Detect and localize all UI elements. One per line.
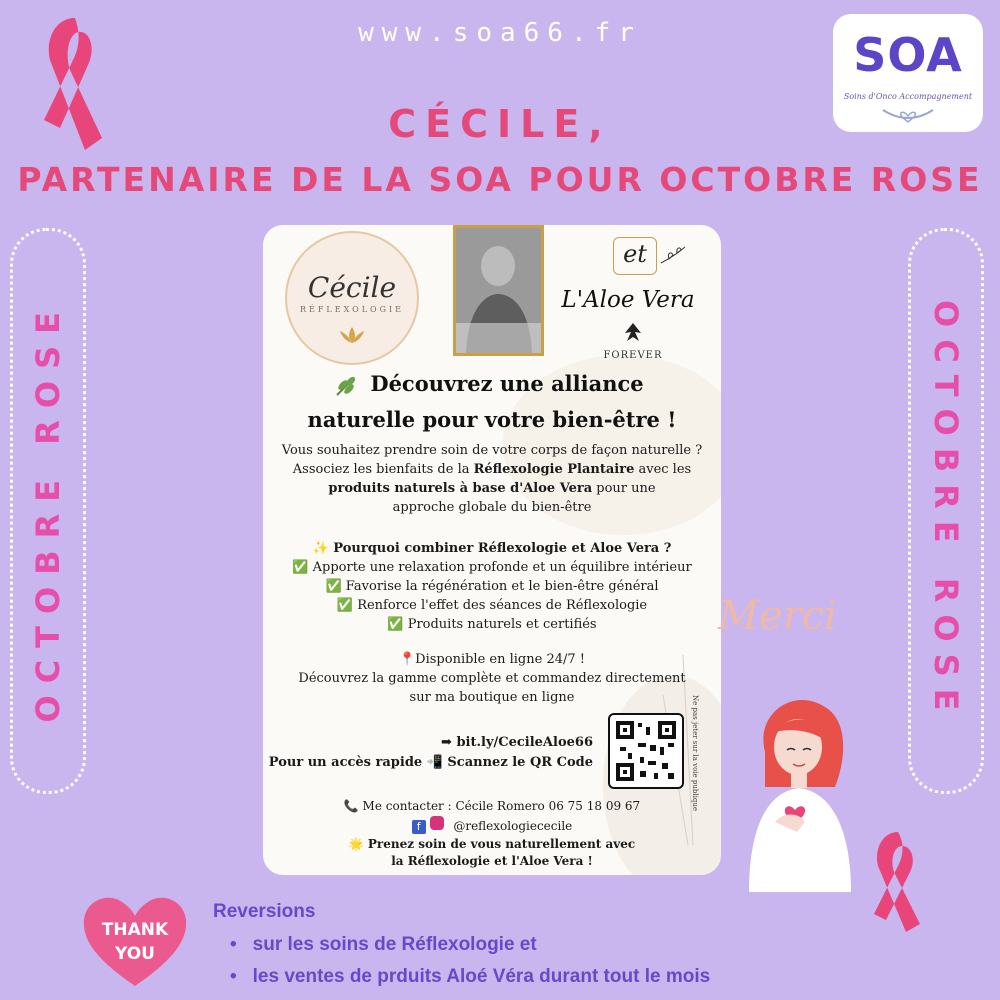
intro-line: produits naturels à base d'Aloe Vera pour une (328, 481, 656, 496)
social-handle[interactable]: @reflexologiececile (453, 819, 573, 833)
list-item: • les ventes de prduits Aloé Véra durant tout le mois (230, 961, 710, 993)
et-label: et (613, 237, 657, 275)
cecile-reflexologie-logo (285, 231, 419, 365)
card-heading: Découvrez une alliance (370, 371, 644, 396)
facebook-icon[interactable]: f (412, 820, 426, 834)
qr-instruction: Pour un accès rapide 📲 Scannez le QR Code (268, 755, 593, 770)
reversions-list (230, 929, 710, 993)
portrait-photo (453, 225, 544, 356)
benefit-item: ✅ Renforce l'effet des séances de Réflexologie (336, 598, 648, 613)
lotus-icon (337, 325, 367, 345)
qr-code[interactable] (608, 713, 684, 789)
social-line (263, 816, 721, 836)
why-title: ✨ Pourquoi combiner Réflexologie et Aloe Vera ? (312, 541, 672, 556)
online-line: 📍Disponible en ligne 24/7 ! (398, 652, 585, 667)
closing-line: la Réflexologie et l'Aloe Vera ! (391, 854, 593, 868)
aloe-vera-title: L'Aloe Vera (561, 287, 695, 313)
page-title-name: CÉCILE, (388, 102, 612, 146)
recycling-note: Ne pas jeter sur la voie publique (691, 695, 699, 811)
forever-eagle-icon (621, 321, 645, 349)
side-banner-label: OCTOBRE ROSE (29, 299, 67, 723)
intro-line: approche globale du bien-être (392, 500, 592, 515)
brand-name: Cécile (307, 271, 397, 304)
soa-logo-text: SOA (853, 28, 963, 82)
side-banner-right (908, 228, 984, 794)
instagram-icon[interactable] (430, 816, 444, 830)
thank-you-heart (80, 890, 190, 990)
woman-illustration (735, 692, 865, 896)
leaf-branch-icon (659, 243, 687, 267)
flyer-card (263, 225, 721, 875)
intro-line: Vous souhaitez prendre soin de votre corps de façon naturelle ? (281, 443, 703, 458)
benefit-item: ✅ Favorise la régénération et le bien-être général (325, 579, 659, 594)
merci-script: Merci (718, 593, 837, 639)
intro-line: Associez les bienfaits de la Réflexologie Plantaire avec les (292, 462, 692, 477)
pink-ribbon-icon (858, 828, 948, 938)
shop-link[interactable]: ➡ bit.ly/CecileAloe66 (441, 735, 593, 750)
forever-brand: FOREVER (603, 350, 663, 361)
reversions-title: Reversions (213, 901, 316, 922)
online-line: Découvrez la gamme complète et commandez directement (298, 671, 686, 686)
brand-subtitle: RÉFLEXOLOGIE (300, 305, 404, 314)
side-banner-left (10, 228, 86, 794)
website-url: www.soa66.fr (358, 18, 642, 48)
card-heading-line2: naturelle pour votre bien-être ! (307, 407, 677, 432)
soa-logo-tagline: Soins d'Onco Accompagnement (843, 92, 973, 101)
online-line: sur ma boutique en ligne (409, 690, 575, 705)
contact-line: 📞 Me contacter : Cécile Romero 06 75 18 09 67 (343, 799, 641, 813)
page-title: PARTENAIRE DE LA SOA POUR OCTOBRE ROSE (17, 160, 983, 199)
thank-you-text: THANK YOU (101, 920, 169, 964)
side-banner-label: OCTOBRE ROSE (927, 299, 965, 723)
closing-line: 🌟 Prenez soin de vous naturellement avec (348, 837, 636, 851)
benefit-item: ✅ Produits naturels et certifiés (387, 617, 597, 632)
list-item: • sur les soins de Réflexologie et (230, 929, 710, 961)
benefit-item: ✅ Apporte une relaxation profonde et un équilibre intérieur (292, 560, 692, 575)
